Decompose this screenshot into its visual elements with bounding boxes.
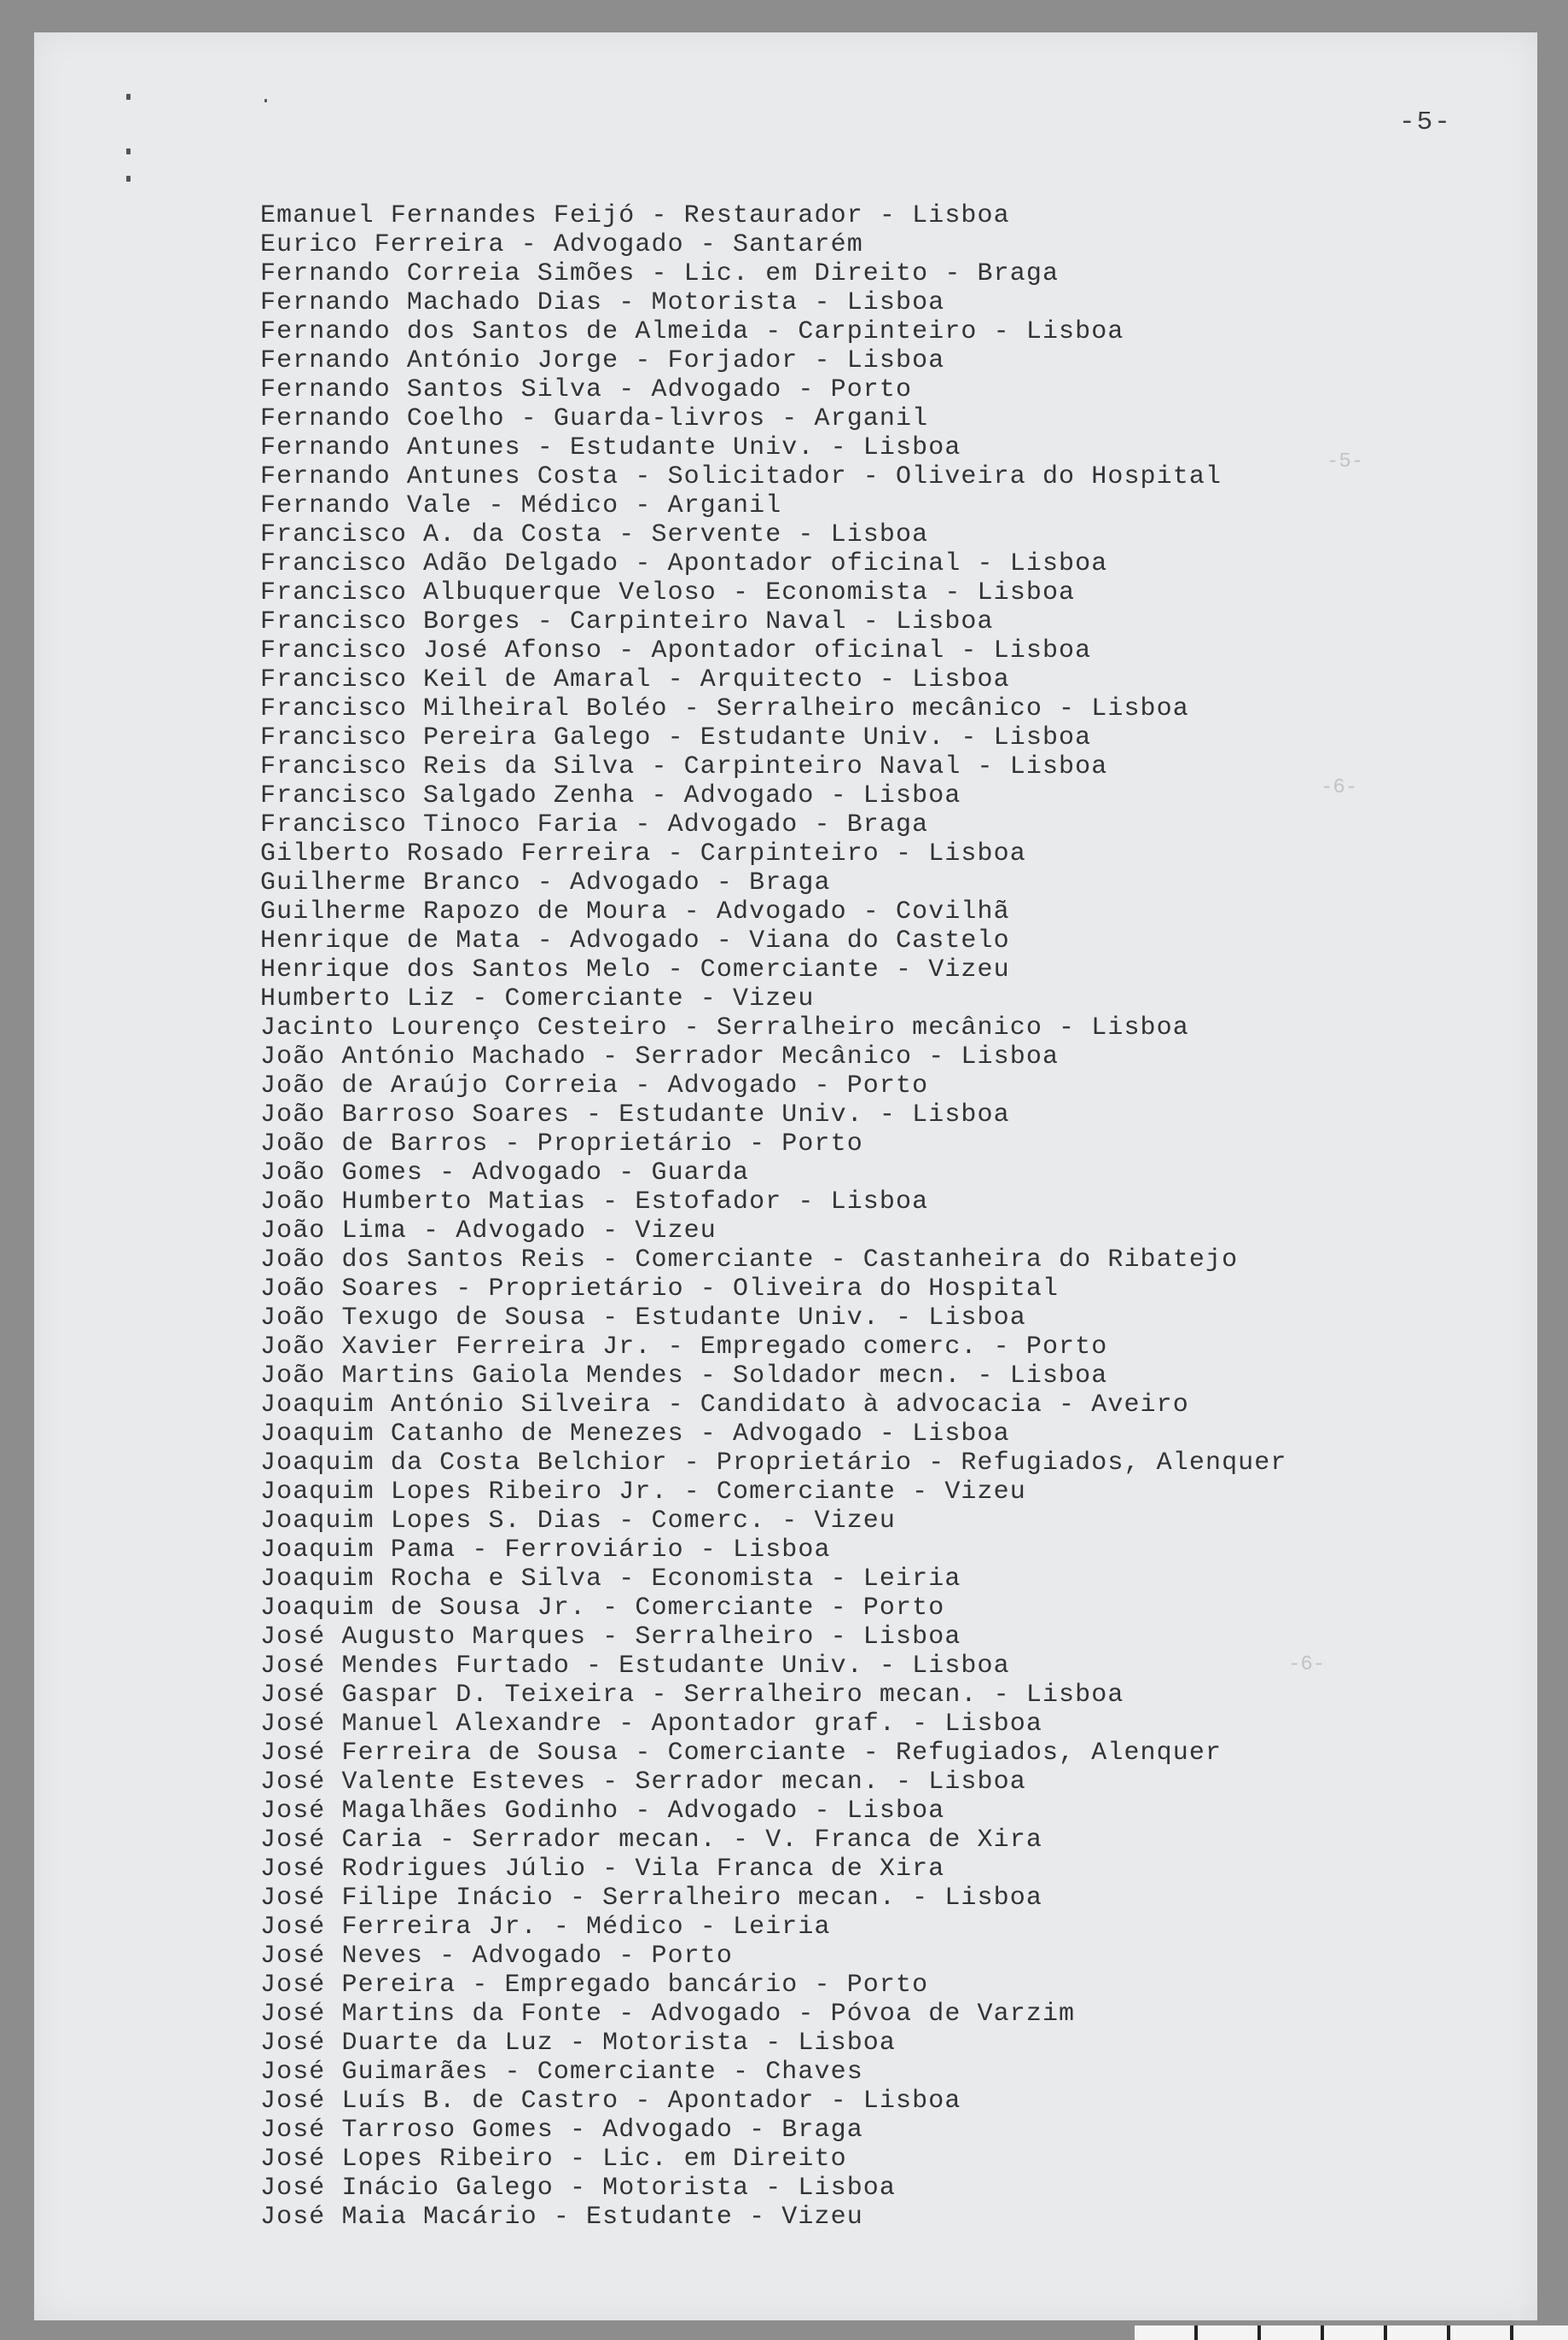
list-item: José Caria - Serrador mecan. - V. Franca de Xira xyxy=(260,1826,1042,1855)
page-number: -5- xyxy=(1399,107,1452,137)
list-item: João Lima - Advogado - Vizeu xyxy=(260,1216,717,1245)
list-item: Joaquim Lopes Ribeiro Jr. - Comerciante - Vizeu xyxy=(260,1478,1026,1507)
list-item: Guilherme Branco - Advogado - Braga xyxy=(260,868,831,897)
list-item: Fernando Antunes - Estudante Univ. - Lisboa xyxy=(260,433,961,462)
list-item: João dos Santos Reis - Comerciante - Castanheira do Ribatejo xyxy=(260,1245,1239,1275)
list-item: Fernando Coelho - Guarda-livros - Arganil xyxy=(260,404,929,433)
list-item: Joaquim Pama - Ferroviário - Lisboa xyxy=(260,1536,831,1565)
bleed-through-mark: -6- xyxy=(1288,1653,1326,1676)
list-item: João Humberto Matias - Estofador - Lisboa xyxy=(260,1187,929,1216)
list-item: José Ferreira Jr. - Médico - Leiria xyxy=(260,1913,831,1942)
list-item: José Inácio Galego - Motorista - Lisboa xyxy=(260,2174,897,2203)
list-item: Francisco A. da Costa - Servente - Lisboa xyxy=(260,520,929,549)
list-item: João Martins Gaiola Mendes - Soldador mecn. - Lisboa xyxy=(260,1362,1108,1391)
list-item: Fernando Vale - Médico - Arganil xyxy=(260,491,782,520)
list-item: Francisco Tinoco Faria - Advogado - Braga xyxy=(260,810,929,839)
list-item: Francisco Salgado Zenha - Advogado - Lisboa xyxy=(260,781,961,810)
list-item: Joaquim António Silveira - Candidato à advocacia - Aveiro xyxy=(260,1391,1189,1420)
list-item: Joaquim da Costa Belchior - Proprietário - Refugiados, Alenquer xyxy=(260,1449,1287,1478)
list-item: José Neves - Advogado - Porto xyxy=(260,1942,733,1971)
list-item: Francisco José Afonso - Apontador oficinal - Lisboa xyxy=(260,636,1092,665)
list-item: João de Barros - Proprietário - Porto xyxy=(260,1129,863,1158)
list-item: João de Araújo Correia - Advogado - Porto xyxy=(260,1071,929,1100)
list-item: Henrique dos Santos Melo - Comerciante - Vizeu xyxy=(260,955,1010,984)
list-item: Humberto Liz - Comerciante - Vizeu xyxy=(260,984,815,1013)
list-item: José Tarroso Gomes - Advogado - Braga xyxy=(260,2116,863,2145)
list-item: José Magalhães Godinho - Advogado - Lisboa xyxy=(260,1797,945,1826)
list-item: Emanuel Fernandes Feijó - Restaurador - Lisboa xyxy=(260,201,1010,230)
list-item: Henrique de Mata - Advogado - Viana do Castelo xyxy=(260,926,1010,955)
margin-mark xyxy=(126,176,131,182)
list-item: José Mendes Furtado - Estudante Univ. - Lisboa xyxy=(260,1652,1010,1681)
margin-mark xyxy=(126,148,131,154)
list-item: José Filipe Inácio - Serralheiro mecan. - Lisboa xyxy=(260,1884,1042,1913)
list-item: Francisco Reis da Silva - Carpinteiro Naval - Lisboa xyxy=(260,752,1108,781)
list-item: José Valente Esteves - Serrador mecan. - Lisboa xyxy=(260,1768,1026,1797)
list-item: José Pereira - Empregado bancário - Porto xyxy=(260,1971,929,2000)
list-item: João Soares - Proprietário - Oliveira do Hospital xyxy=(260,1275,1060,1304)
list-item: José Lopes Ribeiro - Lic. em Direito xyxy=(260,2145,847,2174)
list-item: José Rodrigues Júlio - Vila Franca de Xira xyxy=(260,1855,945,1884)
list-item: Fernando Machado Dias - Motorista - Lisboa xyxy=(260,288,945,317)
list-item: Guilherme Rapozo de Moura - Advogado - Covilhã xyxy=(260,897,1010,926)
list-item: Joaquim Catanho de Menezes - Advogado - Lisboa xyxy=(260,1420,1010,1449)
margin-mark xyxy=(126,94,131,100)
list-item: José Duarte da Luz - Motorista - Lisboa xyxy=(260,2029,897,2058)
scan-edge-strip xyxy=(1135,2325,1568,2340)
name-list xyxy=(260,201,1455,2232)
list-item: José Luís B. de Castro - Apontador - Lisboa xyxy=(260,2087,961,2116)
list-item: Fernando António Jorge - Forjador - Lisboa xyxy=(260,346,945,375)
list-item: Fernando Antunes Costa - Solicitador - Oliveira do Hospital xyxy=(260,462,1222,491)
list-item: José Guimarães - Comerciante - Chaves xyxy=(260,2058,863,2087)
bleed-through-mark: -6- xyxy=(1321,776,1358,799)
list-item: Gilberto Rosado Ferreira - Carpinteiro - Lisboa xyxy=(260,839,1026,868)
list-item: Joaquim Lopes S. Dias - Comerc. - Vizeu xyxy=(260,1507,897,1536)
list-item: João Texugo de Sousa - Estudante Univ. - Lisboa xyxy=(260,1304,1026,1333)
list-item: José Maia Macário - Estudante - Vizeu xyxy=(260,2203,863,2232)
bleed-through-mark: -5- xyxy=(1327,450,1364,473)
list-item: Fernando Correia Simões - Lic. em Direito - Braga xyxy=(260,259,1060,288)
list-item: Francisco Keil de Amaral - Arquitecto - Lisboa xyxy=(260,665,1010,694)
list-item: Jacinto Lourenço Cesteiro - Serralheiro mecânico - Lisboa xyxy=(260,1013,1189,1042)
list-item: Francisco Adão Delgado - Apontador oficinal - Lisboa xyxy=(260,549,1108,578)
list-item: João António Machado - Serrador Mecânico - Lisboa xyxy=(260,1042,1060,1071)
list-item: Fernando dos Santos de Almeida - Carpinteiro - Lisboa xyxy=(260,317,1124,346)
list-item: Francisco Milheiral Boléo - Serralheiro mecânico - Lisboa xyxy=(260,694,1189,723)
list-item: José Gaspar D. Teixeira - Serralheiro mecan. - Lisboa xyxy=(260,1681,1124,1710)
list-item: João Xavier Ferreira Jr. - Empregado comerc. - Porto xyxy=(260,1333,1108,1362)
list-item: José Augusto Marques - Serralheiro - Lisboa xyxy=(260,1623,961,1652)
list-item: Eurico Ferreira - Advogado - Santarém xyxy=(260,230,863,259)
list-item: Francisco Albuquerque Veloso - Economista - Lisboa xyxy=(260,578,1076,607)
list-item: Francisco Borges - Carpinteiro Naval - Lisboa xyxy=(260,607,994,636)
margin-mark xyxy=(264,99,267,102)
list-item: Joaquim de Sousa Jr. - Comerciante - Porto xyxy=(260,1594,945,1623)
list-item: José Manuel Alexandre - Apontador graf. - Lisboa xyxy=(260,1710,1042,1739)
list-item: Fernando Santos Silva - Advogado - Porto xyxy=(260,375,913,404)
list-item: José Ferreira de Sousa - Comerciante - Refugiados, Alenquer xyxy=(260,1739,1222,1768)
list-item: Joaquim Rocha e Silva - Economista - Leiria xyxy=(260,1565,961,1594)
list-item: Francisco Pereira Galego - Estudante Univ. - Lisboa xyxy=(260,723,1092,752)
list-item: João Gomes - Advogado - Guarda xyxy=(260,1158,750,1187)
list-item: João Barroso Soares - Estudante Univ. - Lisboa xyxy=(260,1100,1010,1129)
list-item: José Martins da Fonte - Advogado - Póvoa de Varzim xyxy=(260,2000,1076,2029)
